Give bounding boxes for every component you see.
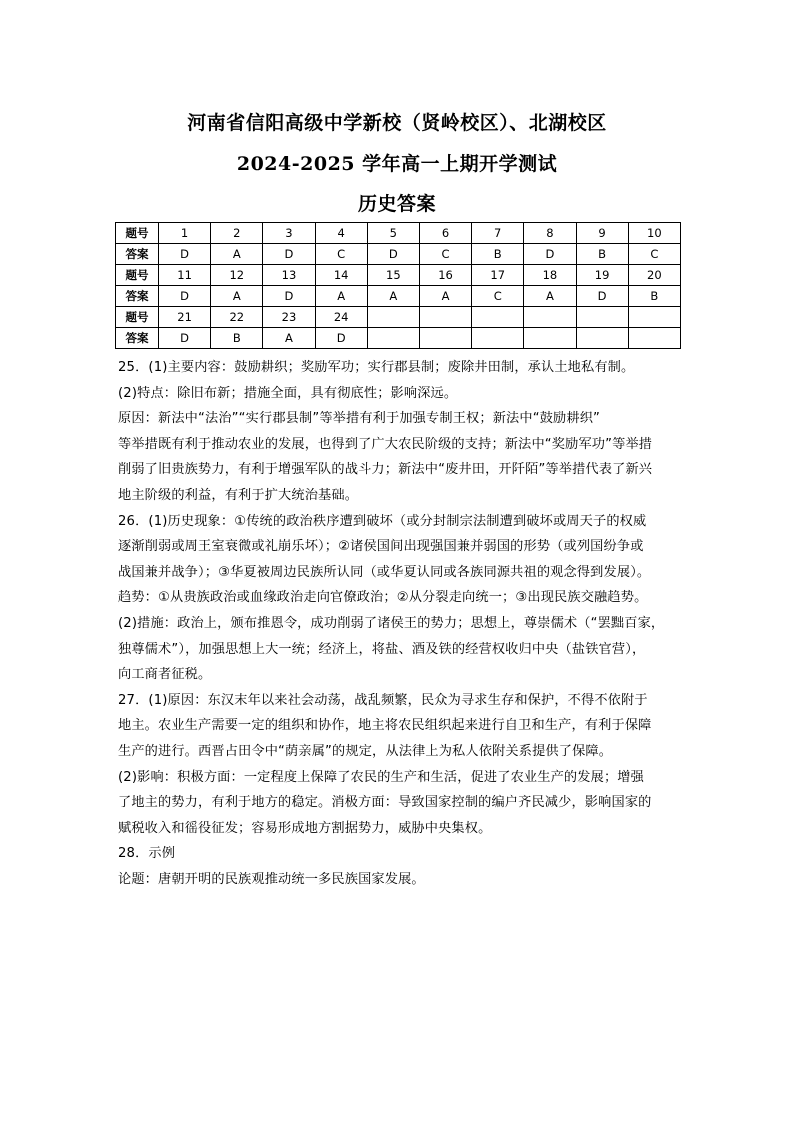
answer-line: (2)措施：政治上，颁布推恩令，成功削弱了诸侯王的势力；思想上，尊崇儒术（“罢黜百家， xyxy=(118,615,665,631)
table-cell: D xyxy=(263,244,315,265)
table-cell: D xyxy=(159,328,211,349)
table-cell: 22 xyxy=(211,307,263,328)
answer-line: 26．(1)历史现象：①传统的政治秩序遭到破坏（或分封制宗法制遭到破坏或周天子的权威 xyxy=(118,513,647,529)
table-cell: 15 xyxy=(367,265,419,286)
table-cell: C xyxy=(419,244,471,265)
table-cell xyxy=(472,307,524,328)
table-cell: 5 xyxy=(367,223,419,244)
table-cell xyxy=(472,328,524,349)
answer-line: 战国兼并战争）；③华夏被周边民族所认同（或华夏认同或各族同源共祖的观念得到发展）。 xyxy=(118,564,651,580)
school-title: 河南省信阳高级中学新校（贤岭校区）、北湖校区 xyxy=(187,112,607,134)
table-cell: B xyxy=(628,286,680,307)
table-cell: 14 xyxy=(315,265,367,286)
table-cell: B xyxy=(576,244,628,265)
table-cell: B xyxy=(211,328,263,349)
row-header-cell: 答案 xyxy=(116,286,159,307)
row-header-cell: 题号 xyxy=(116,223,159,244)
table-cell: D xyxy=(159,244,211,265)
answer-line: 了地主的势力，有利于地方的稳定。消极方面：导致国家控制的编户齐民减少，影响国家的 xyxy=(118,795,652,811)
table-cell: 2 xyxy=(211,223,263,244)
answer-content xyxy=(118,355,683,892)
table-cell: C xyxy=(472,286,524,307)
table-cell: C xyxy=(315,244,367,265)
table-cell xyxy=(367,328,419,349)
table-cell: A xyxy=(367,286,419,307)
table-cell: A xyxy=(211,286,263,307)
answer-line: 论题：唐朝开明的民族观推动统一多民族国家发展。 xyxy=(118,871,425,887)
table-cell: 8 xyxy=(524,223,576,244)
table-cell: 19 xyxy=(576,265,628,286)
table-cell: 21 xyxy=(159,307,211,328)
table-cell: 4 xyxy=(315,223,367,244)
answer-line: 削弱了旧贵族势力，有利于增强军队的战斗力；新法中“废井田，开阡陌”等举措代表了新兴 xyxy=(118,462,653,478)
answer-line: 25．(1)主要内容：鼓励耕织；奖励军功；实行郡县制；废除井田制，承认土地私有制。 xyxy=(118,360,635,375)
table-cell: D xyxy=(315,328,367,349)
answer-line: 趋势：①从贵族政治或血缘政治走向官僚政治；②从分裂走向统一；③出现民族交融趋势。 xyxy=(118,590,648,606)
table-cell: A xyxy=(315,286,367,307)
question-number-row xyxy=(116,265,681,286)
table-cell: C xyxy=(628,244,680,265)
table-cell: D xyxy=(367,244,419,265)
answer-line: 生产的进行。西晋占田令中“荫亲属”的规定，从法律上为私人依附关系提供了保障。 xyxy=(118,743,613,759)
answer-line: 向工商者征税。 xyxy=(118,667,212,683)
answer-line: 原因：新法中“法治”“实行郡县制”等举措有利于加强专制王权；新法中“鼓励耕织” xyxy=(118,411,601,427)
table-cell: 13 xyxy=(263,265,315,286)
table-cell: A xyxy=(263,328,315,349)
row-header-cell: 答案 xyxy=(116,244,159,265)
answer-line: (2)特点：除旧布新；措施全面，具有彻底性；影响深远。 xyxy=(118,385,458,401)
question-number-row xyxy=(116,307,681,328)
table-cell: D xyxy=(524,244,576,265)
subject-title: 历史答案 xyxy=(357,193,436,215)
answer-line: 等举措既有利于推动农业的发展，也得到了广大农民阶级的支持；新法中“奖励军功”等举措 xyxy=(118,436,653,452)
table-cell: 1 xyxy=(159,223,211,244)
table-cell xyxy=(628,307,680,328)
answer-line: 地主阶级的利益，有利于扩大统治基础。 xyxy=(118,487,359,503)
answer-line: 赋税收入和徭役征发；容易形成地方割据势力，威胁中央集权。 xyxy=(118,820,492,836)
table-cell: 11 xyxy=(159,265,211,286)
answer-row xyxy=(116,286,681,307)
table-cell: 9 xyxy=(576,223,628,244)
table-cell: 24 xyxy=(315,307,367,328)
table-cell: 6 xyxy=(419,223,471,244)
row-header-cell: 题号 xyxy=(116,265,159,286)
answer-row xyxy=(116,328,681,349)
answer-table xyxy=(115,222,681,349)
row-header-cell: 答案 xyxy=(116,328,159,349)
exam-title: 2024-2025 学年高一上期开学测试 xyxy=(236,153,558,175)
table-cell: B xyxy=(472,244,524,265)
table-cell: 18 xyxy=(524,265,576,286)
table-cell: 23 xyxy=(263,307,315,328)
table-cell: D xyxy=(263,286,315,307)
answer-line: 28．示例 xyxy=(118,846,176,862)
row-header-cell: 题号 xyxy=(116,307,159,328)
table-cell xyxy=(524,328,576,349)
question-number-row xyxy=(116,223,681,244)
table-cell: D xyxy=(159,286,211,307)
table-cell: 10 xyxy=(628,223,680,244)
answer-row xyxy=(116,244,681,265)
answer-line: (2)影响：积极方面：一定程度上保障了农民的生产和生活，促进了农业生产的发展；增强 xyxy=(118,769,644,785)
table-cell xyxy=(367,307,419,328)
table-cell: D xyxy=(576,286,628,307)
answer-line: 独尊儒术”），加强思想上大一统；经济上，将盐、酒及铁的经营权收归中央（盐铁官营）， xyxy=(118,641,646,657)
table-cell: A xyxy=(419,286,471,307)
table-cell: A xyxy=(211,244,263,265)
table-cell xyxy=(419,328,471,349)
table-cell xyxy=(628,328,680,349)
table-cell: 12 xyxy=(211,265,263,286)
table-cell xyxy=(576,307,628,328)
table-cell xyxy=(524,307,576,328)
table-cell: 16 xyxy=(419,265,471,286)
table-cell: 3 xyxy=(263,223,315,244)
table-cell: 17 xyxy=(472,265,524,286)
table-cell xyxy=(419,307,471,328)
answer-line: 27．(1)原因：东汉末年以来社会动荡，战乱频繁，民众为寻求生存和保护，不得不依附于 xyxy=(118,692,648,708)
answer-line: 地主。农业生产需要一定的组织和协作，地主将农民组织起来进行自卫和生产，有利于保障 xyxy=(118,718,652,734)
answer-line: 逐渐削弱或周王室衰微或礼崩乐坏）；②诸侯国间出现强国兼并弱国的形势（或列国纷争或 xyxy=(118,539,644,555)
table-cell xyxy=(576,328,628,349)
table-cell: A xyxy=(524,286,576,307)
table-cell: 7 xyxy=(472,223,524,244)
table-cell: 20 xyxy=(628,265,680,286)
